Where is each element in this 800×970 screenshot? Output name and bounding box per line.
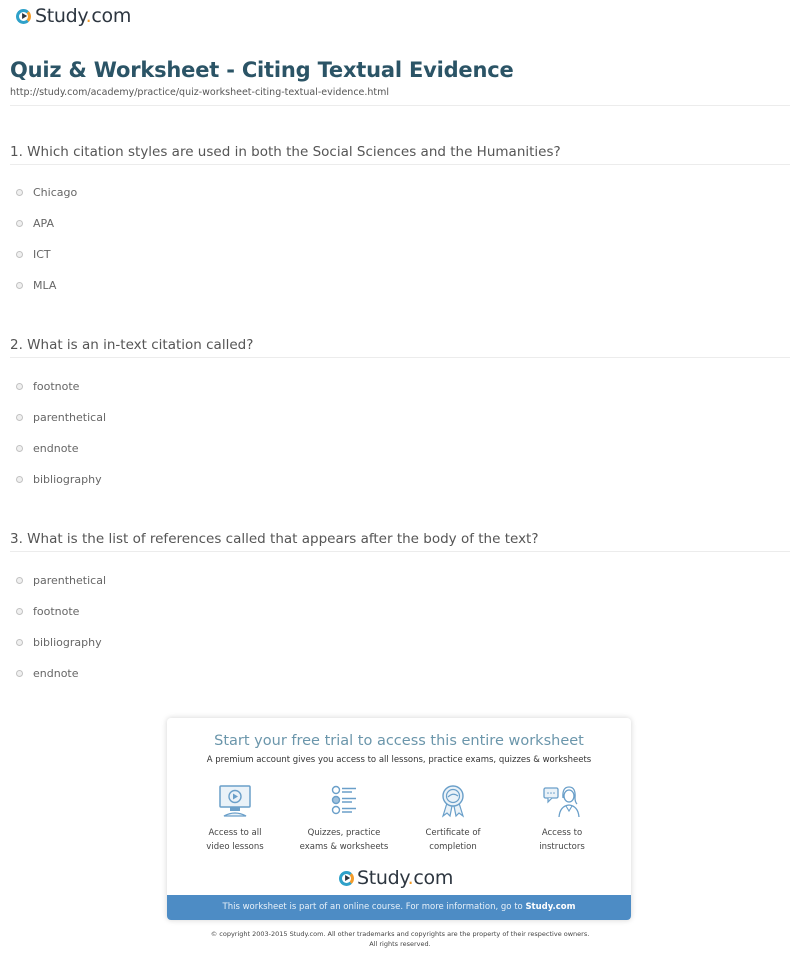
- divider: [10, 551, 790, 552]
- question-2: 2. What is an in-text citation called?: [10, 337, 254, 353]
- logo-dot: .: [85, 5, 92, 27]
- radio-button[interactable]: [16, 577, 23, 584]
- divider: [10, 164, 790, 165]
- divider: [10, 105, 790, 106]
- page-title: Quiz & Worksheet - Citing Textual Evidence: [10, 58, 514, 82]
- play-logo-icon: [16, 9, 31, 24]
- feature-quizzes: Quizzes, practice exams & worksheets: [289, 784, 399, 854]
- radio-button[interactable]: [16, 282, 23, 289]
- q2-option-2[interactable]: parenthetical: [16, 411, 106, 424]
- feature-certificate: Certificate of completion: [398, 784, 508, 854]
- q3-option-2[interactable]: footnote: [16, 605, 79, 618]
- divider: [10, 357, 790, 358]
- q1-option-1[interactable]: Chicago: [16, 186, 77, 199]
- logo-text: Study: [35, 5, 86, 27]
- promo-study-logo[interactable]: Study.com: [339, 867, 453, 889]
- question-3: 3. What is the list of references called that appears after the body of the text?: [10, 531, 539, 547]
- q1-option-4[interactable]: MLA: [16, 279, 56, 292]
- q1-option-2[interactable]: APA: [16, 217, 54, 230]
- question-1: 1. Which citation styles are used in both the Social Sciences and the Humanities?: [10, 144, 561, 160]
- promo-title[interactable]: Start your free trial to access this entire worksheet: [214, 733, 584, 749]
- certificate-icon: [435, 784, 471, 818]
- radio-button[interactable]: [16, 670, 23, 677]
- q3-option-1[interactable]: parenthetical: [16, 574, 106, 587]
- copyright-footer: © copyright 2003-2015 Study.com. All other trademarks and copyrights are the property of their respective owners. All rights reserved.: [210, 930, 590, 948]
- radio-button[interactable]: [16, 383, 23, 390]
- radio-button[interactable]: [16, 189, 23, 196]
- radio-button[interactable]: [16, 445, 23, 452]
- radio-button[interactable]: [16, 220, 23, 227]
- quiz-list-icon: [326, 784, 362, 818]
- q3-option-4[interactable]: endnote: [16, 667, 79, 680]
- play-logo-icon: [339, 871, 354, 886]
- instructor-icon: [542, 784, 582, 818]
- q2-option-3[interactable]: endnote: [16, 442, 79, 455]
- study-logo[interactable]: [16, 5, 131, 27]
- logo-suffix: com: [91, 5, 132, 27]
- radio-button[interactable]: [16, 251, 23, 258]
- radio-button[interactable]: [16, 414, 23, 421]
- q1-option-3[interactable]: ICT: [16, 248, 51, 261]
- study-link[interactable]: Study.com: [525, 902, 576, 912]
- q3-option-3[interactable]: bibliography: [16, 636, 102, 649]
- radio-button[interactable]: [16, 608, 23, 615]
- course-info-banner: This worksheet is part of an online course. For more information, go to Study.com: [167, 895, 631, 920]
- free-trial-promo: [167, 718, 631, 920]
- video-lesson-icon: [217, 784, 253, 818]
- radio-button[interactable]: [16, 639, 23, 646]
- q2-option-1[interactable]: footnote: [16, 380, 79, 393]
- page-url: http://study.com/academy/practice/quiz-worksheet-citing-textual-evidence.html: [10, 87, 390, 98]
- q2-option-4[interactable]: bibliography: [16, 473, 102, 486]
- promo-subtitle: A premium account gives you access to all lessons, practice exams, quizzes & worksheets: [206, 755, 592, 765]
- feature-instructors: Access to instructors: [507, 784, 617, 854]
- radio-button[interactable]: [16, 476, 23, 483]
- feature-video-lessons: Access to all video lessons: [180, 784, 290, 854]
